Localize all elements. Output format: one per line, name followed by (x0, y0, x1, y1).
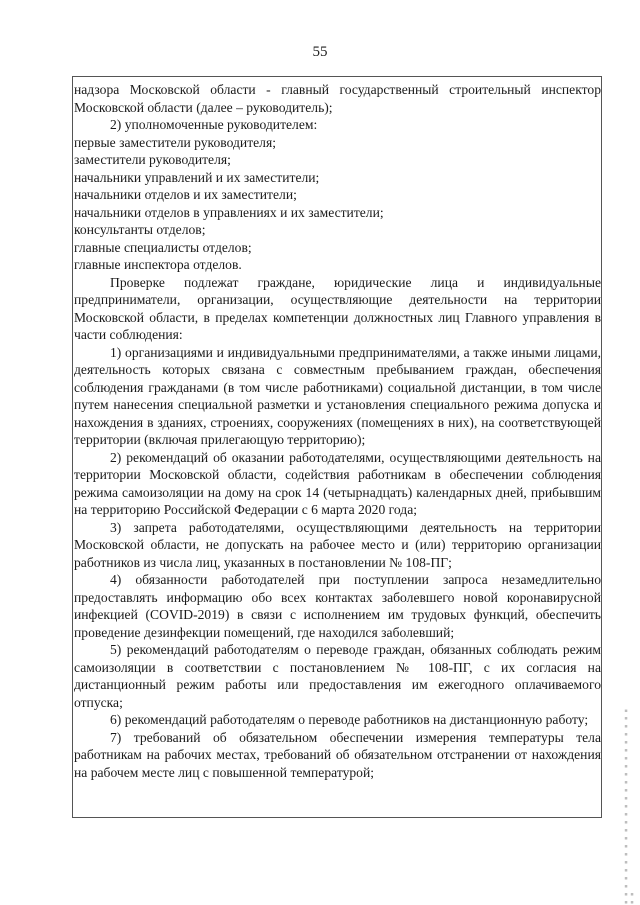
page-number: 55 (312, 44, 328, 60)
paragraph: начальники отделов в управлениях и их заместители; (74, 204, 384, 220)
paragraph: Проверке подлежат граждане, юридические лица и индивидуальные предприниматели, организации, осуществляющие деятельности на территории Московской области, в пределах компетенции должностных лиц Главного управления в части соблюдения: (74, 274, 601, 342)
paragraph: 5) рекомендаций работодателям о переводе граждан, обязанных соблюдать режим самоизоляции в соответствии с постановлением № 108-ПГ, с их согласия на дистанционный режим работы или предоставления им ежегодного оплачиваемого отпуска; (74, 642, 601, 710)
paragraph: первые заместители руководителя; (74, 134, 276, 150)
paragraph: начальники управлений и их заместители; (74, 169, 320, 185)
paragraph: начальники отделов и их заместители; (74, 187, 297, 202)
paragraph: надзора Московской области - главный государственный строительный инспектор Московской области (далее – руководитель); (74, 82, 601, 115)
margin-stamp: ▪ ▪ ▪ ▪ ▪ ▪ ▪ ▪ ▪ ▪ ▪ ▪ ▪ ▪ ▪ ▪ ▪ ▪ ▪ ▪ ▪ ▪ ▪ ▪ ▪ ▪ ▪ (623, 707, 635, 905)
paragraph: 4) обязанности работодателей при поступлении запроса незамедлительно предоставлять информацию обо всех контактах заболевшего новой коронавирусной инфекцией (COVID-2019) в связи с исполнением им трудовых функций, обеспечить проведение дезинфекции помещений, где находился заболевший; (74, 572, 601, 640)
paragraph: главные инспектора отделов. (74, 257, 242, 272)
paragraph: 2) уполномоченные руководителем: (110, 117, 318, 132)
paragraph: 2) рекомендаций об оказании работодателями, осуществляющими деятельность на территории Московской области, содействия работникам в обеспечении соблюдения режима самоизоляции на дому на срок 14 (четырнадцать) календарных дней, прибывшим на территорию Российской Федерации с 6 марта 2020 года; (74, 449, 601, 517)
paragraph: консультанты отделов; (74, 222, 206, 237)
document-body (74, 81, 601, 781)
paragraph: главные специалисты отделов; (74, 239, 252, 255)
paragraph: 3) запрета работодателями, осуществляющими деятельность на территории Московской области, не допускать на рабочее место и (или) территорию организации работников из числа лиц, указанных в постановлении № 108-ПГ; (74, 519, 601, 570)
paragraph: 6) рекомендаций работодателям о переводе работников на дистанционную работу; (110, 712, 589, 727)
paragraph: 1) организациями и индивидуальными предпринимателями, а также иными лицами, деятельность которых связана с совместным пребыванием граждан, обеспечения соблюдения гражданами (в том числе работниками) социальной дистанции, в том числе путем нанесения специальной разметки и установления специального режима допуска и нахождения в зданиях, строениях, сооружениях (помещениях в них), на соответствующей территории (включая прилегающую территорию); (74, 344, 601, 447)
paragraph: заместители руководителя; (74, 152, 231, 167)
paragraph: 7) требований об обязательном обеспечении измерения температуры тела работникам на рабочих местах, требований об обязательном отстранении от нахождения на рабочем месте лиц с повышенной температурой; (74, 729, 601, 780)
